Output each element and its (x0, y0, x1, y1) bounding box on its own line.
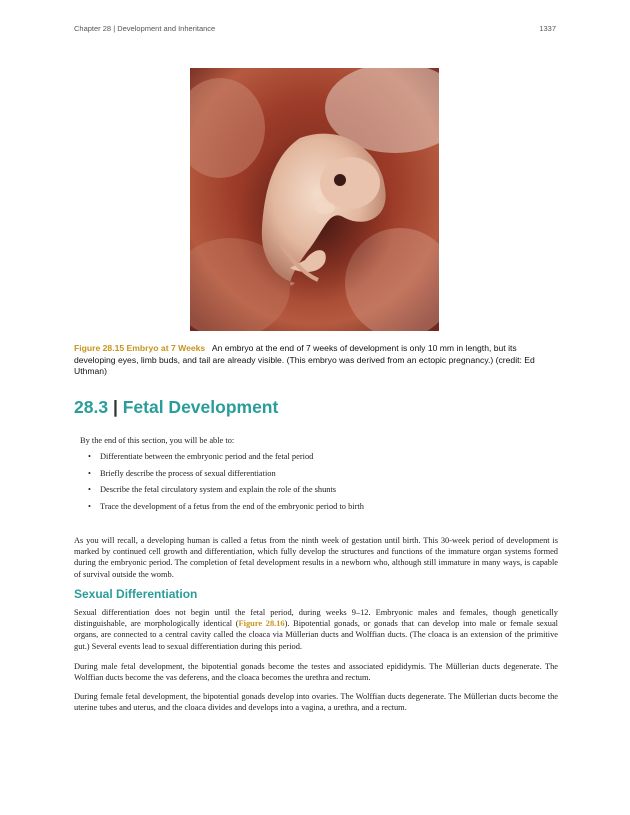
learning-objectives (80, 436, 550, 517)
page-header (74, 24, 556, 33)
figure-label: Figure 28.15 Embryo at 7 Weeks (74, 343, 206, 353)
section-number: 28.3 (74, 397, 109, 417)
chapter-title: Chapter 28 | Development and Inheritance (74, 24, 216, 33)
figure-caption-text: An embryo at the end of 7 weeks of development is only 10 mm in length, but its developing eyes, limb buds, and tail are already visible. (This embryo was derived from an ectopic pregnancy.) (credit: Ed Uthman) (74, 343, 535, 376)
objective-item: • Trace the development of a fetus from the end of the embryonic period to birth (100, 501, 550, 512)
objective-item: • Describe the fetal circulatory system and explain the role of the shunts (100, 484, 550, 495)
objective-item: • Differentiate between the embryonic period and the fetal period (100, 451, 550, 462)
figure-caption (74, 343, 558, 378)
objectives-intro: By the end of this section, you will be able to: (80, 436, 235, 445)
sexual-differentiation-paragraph (74, 607, 558, 652)
section-separator: | (112, 397, 118, 417)
figure-link[interactable]: Figure 28.16 (238, 619, 285, 629)
male-development-paragraph: During male fetal development, the bipotential gonads become the testes and associated epididymis. The Müllerian ducts degenerate. The Wolffian ducts become the vas deferens, and the cloaca becomes the urethra and rectum. (74, 662, 558, 683)
paragraph-text: Sexual differentiation does not begin until the fetal period, during weeks 9–12. Embryonic males and females, though genetically distinguishable, are morphologically identical ( (74, 608, 558, 629)
objective-item: • Briefly describe the process of sexual differentiation (100, 468, 550, 479)
subsection-heading: Sexual Differentiation (74, 587, 198, 601)
intro-paragraph: As you will recall, a developing human is called a fetus from the ninth week of gestation until birth. This 30-week period of development is marked by continued cell growth and differentiation, which fully develop the structures and functions of the immature organ systems formed during the embryonic period. The completion of fetal development results in a newborn who, although still immature in many ways, is capable of survival outside the womb. (74, 536, 558, 579)
objectives-list (80, 451, 550, 512)
paragraph-text: ). Bipotential gonads, or gonads that can develop into male or female sexual organs, are connected to a central cavity called the cloaca via Müllerian ducts and Wolffian ducts. (The cloaca is an extension of the primitive gut.) Several events lead to sexual differentiation during this period. (74, 619, 558, 651)
embryo-photo (190, 68, 439, 331)
female-development-paragraph: During female fetal development, the bipotential gonads develop into ovaries. The Wolffian ducts degenerate. The Müllerian ducts become the uterine tubes and uterus, and the cloaca divides and develops into a vagina, a urethra, and a rectum. (74, 692, 558, 713)
section-heading (74, 397, 278, 418)
section-title: Fetal Development (122, 397, 279, 417)
page-number: 1337 (539, 24, 556, 33)
